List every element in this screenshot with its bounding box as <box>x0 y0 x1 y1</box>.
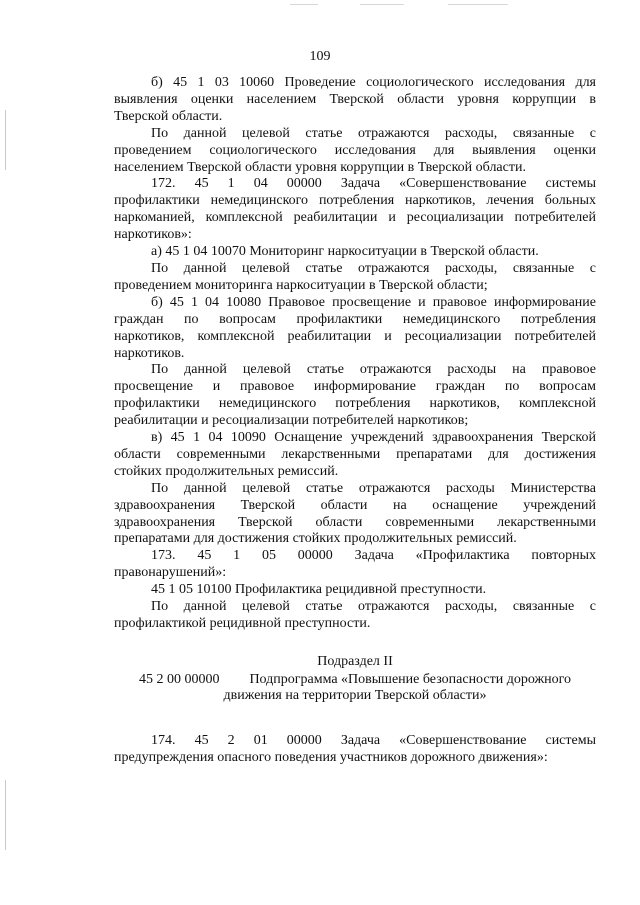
subsection-title: Подраздел II <box>317 653 393 669</box>
text-line: просвещение и правовое информирование граждан по вопросам <box>114 379 596 395</box>
document-body <box>114 75 596 767</box>
scan-artifact <box>290 4 318 5</box>
text-line: стойких продолжительных ремиссий. <box>114 463 339 479</box>
text-line: б) 45 1 03 10060 Проведение социологического исследования для <box>151 75 596 90</box>
text-line: выявления оценки населением Тверской области уровня коррупции в <box>114 91 596 107</box>
text-line: наркоманией, комплексной реабилитации и ресоциализации потребителей <box>114 210 596 226</box>
page-number: 109 <box>309 49 331 64</box>
final-paragraph <box>114 733 596 767</box>
text-line: препаратами для достижения стойких продолжительных ремиссий. <box>114 531 517 547</box>
subprogram-title-line1: Подпрограмма «Повышение безопасности дорожного <box>249 671 572 687</box>
scan-edge-mark <box>5 110 6 170</box>
text-line: наркотиков, комплексной реабилитации и ресоциализации потребителей <box>114 328 596 344</box>
text-line: По данной целевой статье отражаются расходы на правовое <box>151 362 596 378</box>
text-line: граждан по вопросам профилактики немедицинского потребления <box>114 311 596 327</box>
text-line: населением Тверской области уровня коррупции в Тверской области. <box>114 159 526 175</box>
subprogram-heading <box>114 671 596 688</box>
text-line: профилактикой рецидивной преступности. <box>114 616 371 631</box>
scan-edge-mark <box>5 780 6 850</box>
text-line: По данной целевой статье отражаются расходы, связанные с <box>151 125 596 141</box>
text-line: области современными лекарственными препаратами для достижения <box>114 446 596 462</box>
text-line: По данной целевой статье отражаются расходы, связанные с <box>151 599 596 615</box>
text-line: 45 1 05 10100 Профилактика рецидивной преступности. <box>151 582 487 598</box>
text-line: 174. 45 2 01 00000 Задача «Совершенствование системы <box>151 732 596 748</box>
text-line: правонарушений»: <box>114 565 227 581</box>
text-line: проведением мониторинга наркоситуации в Тверской области; <box>114 277 488 293</box>
text-line: 173. 45 1 05 00000 Задача «Профилактика повторных <box>151 548 596 564</box>
text-line: проведением социологического исследования для выявления оценки <box>114 142 596 158</box>
text-line: б) 45 1 04 10080 Правовое просвещение и правовое информирование <box>151 294 596 310</box>
text-line: По данной целевой статье отражаются расходы, связанные с <box>151 260 596 276</box>
text-line: реабилитации и ресоциализации потребителей наркотиков; <box>114 413 469 429</box>
text-line: 172. 45 1 04 00000 Задача «Совершенствование системы <box>151 176 596 192</box>
text-line: Тверской области. <box>114 108 223 124</box>
scan-artifact <box>360 4 404 5</box>
text-line: профилактики немедицинского потребления наркотиков, комплексной <box>114 396 596 412</box>
paragraph-list <box>114 75 596 633</box>
text-line: По данной целевой статье отражаются расходы Министерства <box>151 480 596 496</box>
text-line: предупреждения опасного поведения участников дорожного движения»: <box>114 749 548 765</box>
text-line: в) 45 1 04 10090 Оснащение учреждений здравоохранения Тверской <box>151 430 596 446</box>
text-line: а) 45 1 04 10070 Мониторинг наркоситуации в Тверской области. <box>151 244 539 260</box>
text-line: профилактики немедицинского потребления наркотиков, лечения больных <box>114 193 596 209</box>
text-line: наркотиков. <box>114 345 185 361</box>
text-line: наркотиков»: <box>114 227 192 243</box>
text-line: здравоохранения Тверской области современными лекарственными <box>114 514 596 530</box>
subprogram-title-line2: движения на территории Тверской области» <box>223 687 487 703</box>
text-line: здравоохранения Тверской области на оснащение учреждений <box>114 497 596 513</box>
scan-artifact <box>448 4 508 5</box>
subprogram-code: 45 2 00 00000 <box>138 671 220 687</box>
